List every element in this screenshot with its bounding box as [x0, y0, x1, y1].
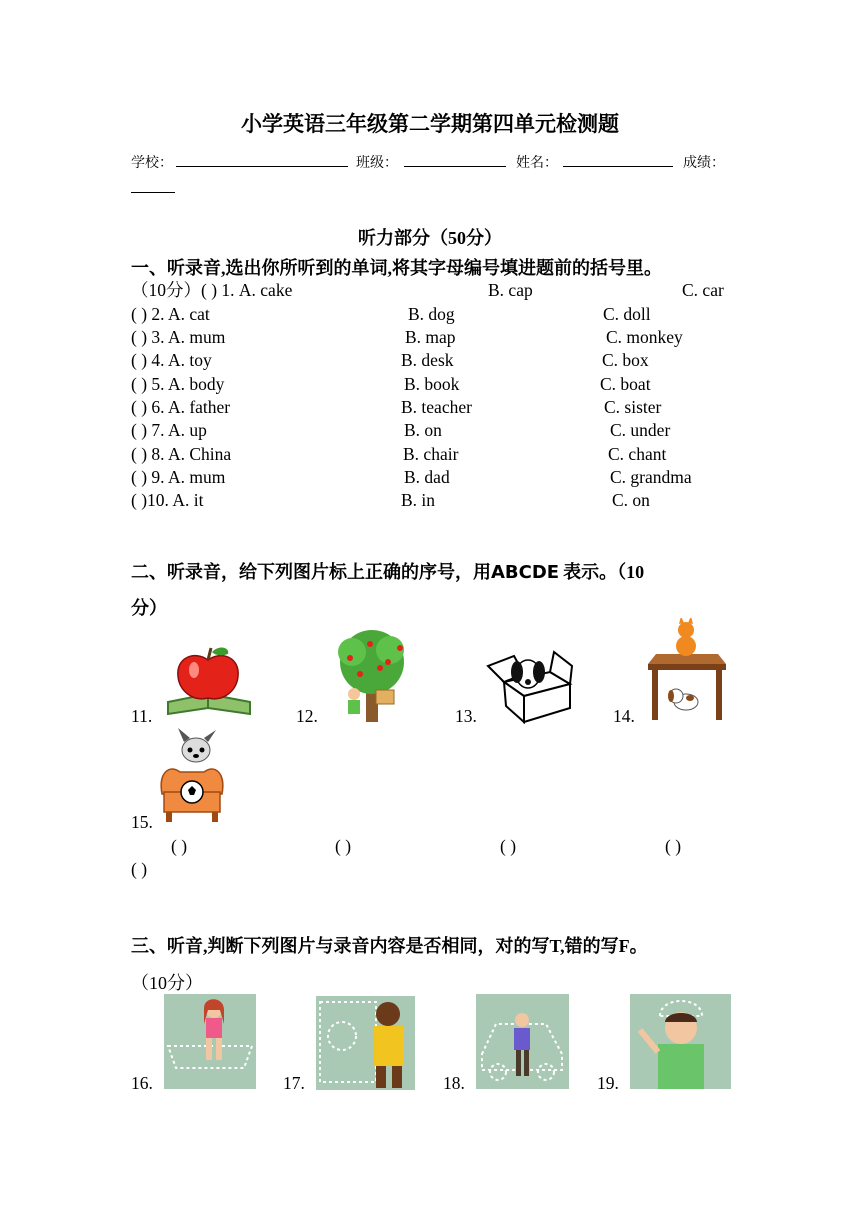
part1-item-8: [131, 443, 731, 465]
part3-heading-cont: （10分）: [131, 973, 203, 993]
boy-car-picture: [476, 994, 569, 1089]
part1-item-7: [131, 419, 731, 441]
part1-item-1-b: B. cap: [488, 280, 533, 300]
part1-item-9-b: B. dad: [404, 467, 450, 487]
part1-heading: 一、听录音,选出你所听到的单词,将其字母编号填进题前的括号里。: [131, 258, 662, 278]
boy-globe-picture: [316, 996, 415, 1090]
answer-paren-12[interactable]: ( ): [335, 836, 352, 856]
part1-item-2-b: B. dog: [408, 304, 455, 324]
answer-paren-13[interactable]: ( ): [500, 836, 517, 856]
school-field[interactable]: [176, 152, 348, 167]
part1-item-5: [131, 373, 731, 395]
part1-item-5-c: C. boat: [600, 374, 651, 394]
part1-item-5-b: B. book: [404, 374, 460, 394]
part1-item-9-a: ( ) 9. A. mum: [131, 467, 226, 487]
page-title: 小学英语三年级第二学期第四单元检测题: [241, 112, 619, 136]
part1-item-6: [131, 396, 731, 418]
answer-paren-14[interactable]: ( ): [665, 836, 682, 856]
part3-heading: 三、听音,判断下列图片与录音内容是否相同，对的写T,错的写F。: [131, 936, 648, 956]
part1-item-9-c: C. grandma: [610, 467, 692, 487]
part1-item-10-c: C. on: [612, 490, 650, 510]
part2-heading-tail: 表示。（10: [563, 562, 645, 582]
part1-item-10-a: ( )10. A. it: [131, 490, 204, 510]
part1-item-1: [131, 279, 731, 301]
part1-item-5-a: ( ) 5. A. body: [131, 374, 225, 394]
part1-item-6-b: B. teacher: [401, 397, 472, 417]
dog-on-chair-picture: [156, 728, 228, 826]
part2-heading: [131, 558, 644, 584]
part1-item-10-b: B. in: [401, 490, 436, 510]
name-field[interactable]: [563, 152, 673, 167]
listening-header: 听力部分（50分）: [358, 228, 502, 248]
part1-item-3-a: ( ) 3. A. mum: [131, 327, 226, 347]
part1-item-3-c: C. monkey: [606, 327, 683, 347]
part1-item-7-c: C. under: [610, 420, 671, 440]
part1-item-6-a: ( ) 6. A. father: [131, 397, 231, 417]
tree-picture: [330, 628, 414, 724]
cat-on-table-picture: [644, 618, 730, 722]
part1-item-8-b: B. chair: [403, 444, 459, 464]
part1-item-7-a: ( ) 7. A. up: [131, 420, 207, 440]
label-15: 15.: [131, 812, 153, 832]
girl-boat-picture: [164, 994, 256, 1089]
part1-item-1-c: C. car: [682, 280, 724, 300]
dog-in-box-picture: [484, 644, 576, 726]
answer-paren-11[interactable]: ( ): [171, 836, 188, 856]
boy-hat-picture: [630, 994, 731, 1089]
class-label: 班级：: [356, 156, 398, 171]
label-16: 16.: [131, 1073, 153, 1093]
part2-heading-bold: ABCDE: [491, 562, 560, 583]
part1-item-6-c: C. sister: [604, 397, 662, 417]
answer-paren-15[interactable]: ( ): [131, 859, 148, 879]
part1-item-4-a: ( ) 4. A. toy: [131, 350, 212, 370]
school-label: 学校：: [131, 156, 173, 171]
label-19: 19.: [597, 1073, 619, 1093]
part1-item-7-b: B. on: [404, 420, 442, 440]
label-12: 12.: [296, 706, 318, 726]
part2-heading-cont: 分）: [131, 598, 167, 618]
class-field[interactable]: [404, 152, 506, 167]
apple-on-book-picture: [164, 644, 254, 720]
part1-item-9: [131, 466, 731, 488]
part1-item-8-c: C. chant: [608, 444, 667, 464]
score-field[interactable]: [131, 178, 175, 193]
part1-item-4: [131, 349, 731, 371]
label-11: 11.: [131, 706, 153, 726]
label-14: 14.: [613, 706, 635, 726]
part1-item-2-a: ( ) 2. A. cat: [131, 304, 210, 324]
part1-item-10: [131, 489, 731, 511]
part1-item-2: [131, 303, 731, 325]
part1-item-3-b: B. map: [405, 327, 456, 347]
part1-item-8-a: ( ) 8. A. China: [131, 444, 232, 464]
part1-item-2-c: C. doll: [603, 304, 651, 324]
label-13: 13.: [455, 706, 477, 726]
part1-item-4-c: C. box: [602, 350, 649, 370]
score-label: 成绩：: [683, 156, 725, 171]
part2-heading-text: 二、听录音，给下列图片标上正确的序号，用: [131, 562, 491, 582]
part1-item-1-prefix: （10分）( ) 1. A. cake: [131, 280, 293, 300]
part1-item-3: [131, 326, 731, 348]
label-18: 18.: [443, 1073, 465, 1093]
label-17: 17.: [283, 1073, 305, 1093]
part1-item-4-b: B. desk: [401, 350, 454, 370]
name-label: 姓名：: [516, 156, 558, 171]
